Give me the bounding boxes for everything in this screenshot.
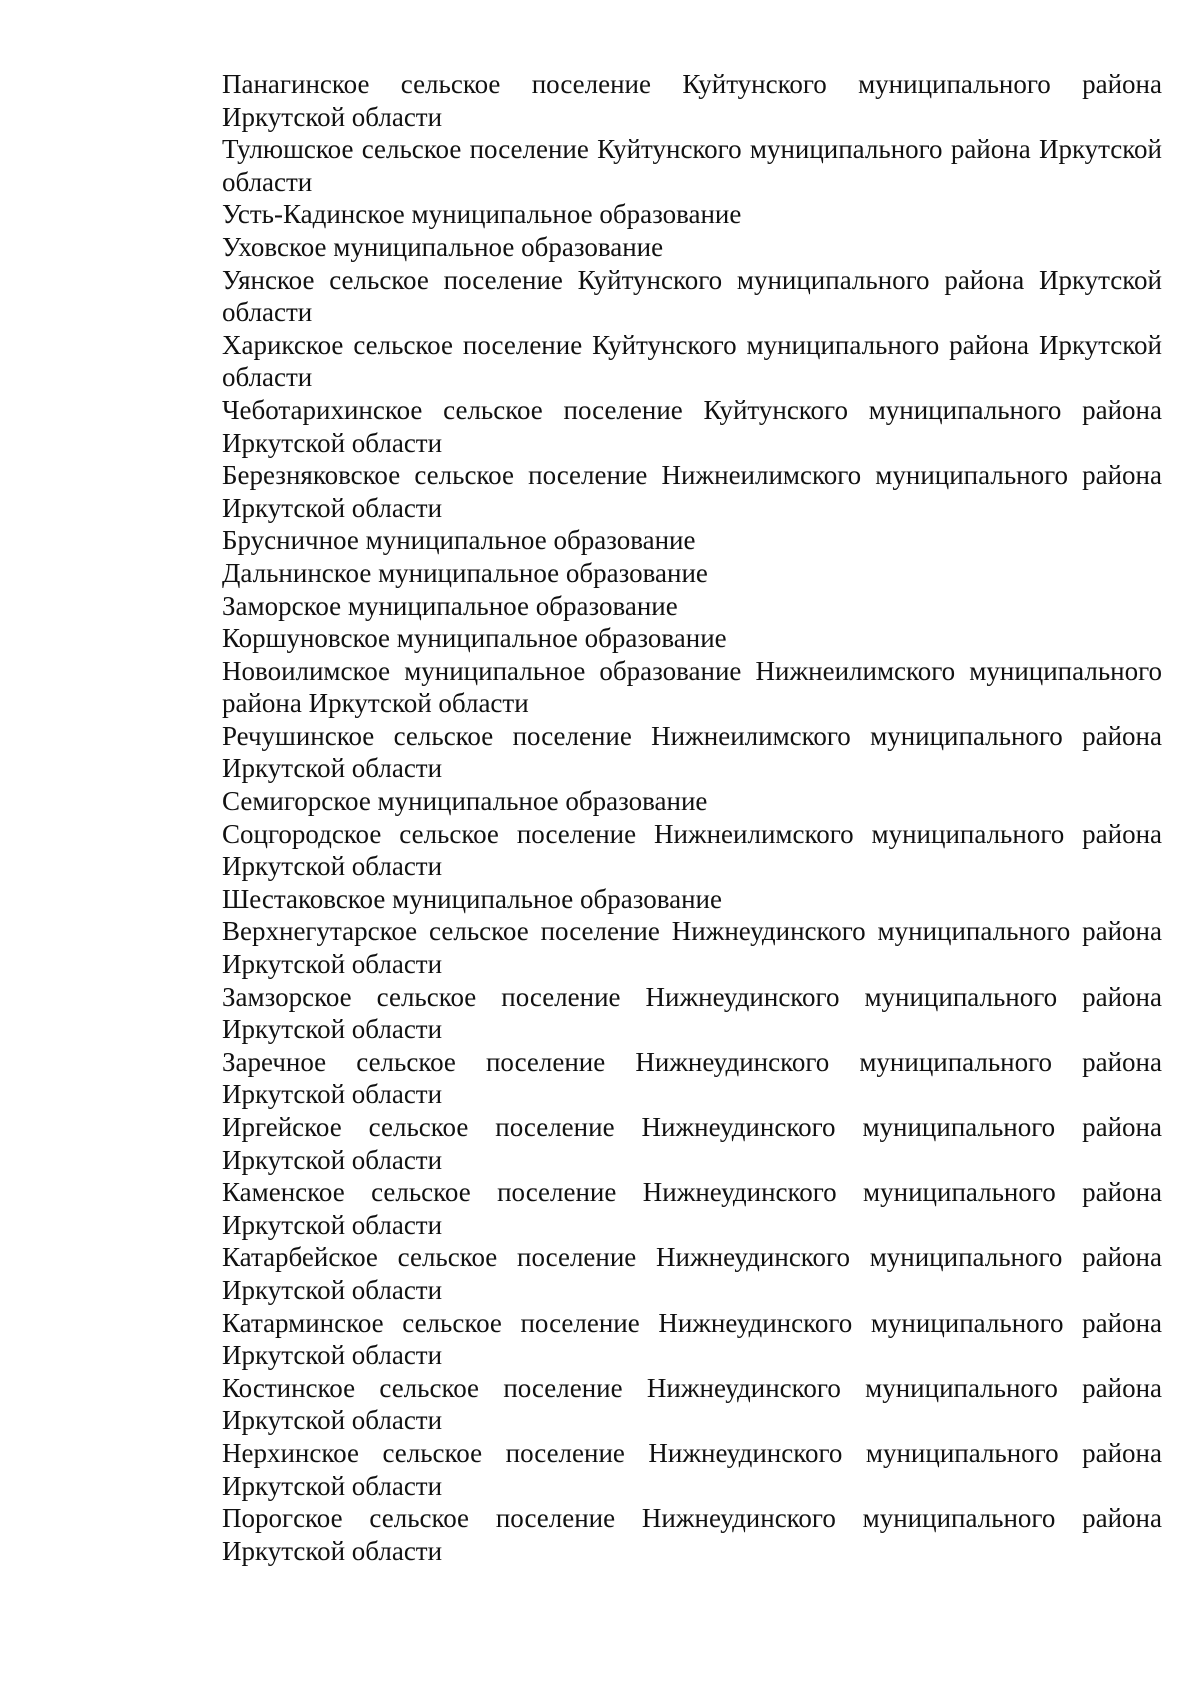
list-item: Панагинское сельское поселение Куйтунского муниципального района Иркутской области	[222, 69, 1162, 132]
list-item: Тулюшское сельское поселение Куйтунского муниципального района Иркутской области	[222, 134, 1162, 197]
list-item: Дальнинское муниципальное образование	[222, 557, 708, 588]
list-item: Усть-Кадинское муниципальное образование	[222, 199, 742, 230]
list-item: Чеботарихинское сельское поселение Куйтунского муниципального района Иркутской области	[222, 394, 1162, 458]
list-item: Харикское сельское поселение Куйтунского муниципального района Иркутской области	[222, 329, 1162, 393]
list-item: Уянское сельское поселение Куйтунского муниципального района Иркутской области	[222, 264, 1162, 328]
list-item: Катарминское сельское поселение Нижнеудинского муниципального района Иркутской области	[222, 1307, 1162, 1371]
list-item: Нерхинское сельское поселение Нижнеудинского муниципального района Иркутской области	[222, 1437, 1162, 1501]
list-item: Верхнегутарское сельское поселение Нижнеудинского муниципального района Иркутской области	[222, 916, 1162, 980]
list-item: Шестаковское муниципальное образование	[222, 883, 722, 914]
list-item: Соцгородское сельское поселение Нижнеилимского муниципального района Иркутской области	[222, 818, 1162, 882]
list-item: Брусничное муниципальное образование	[222, 525, 696, 556]
list-item: Иргейское сельское поселение Нижнеудинского муниципального района Иркутской области	[222, 1112, 1162, 1175]
list-item: Порогское сельское поселение Нижнеудинского муниципального района Иркутской области	[222, 1503, 1162, 1566]
list-item: Костинское сельское поселение Нижнеудинского муниципального района Иркутской области	[222, 1372, 1162, 1436]
municipality-list	[222, 68, 1162, 1567]
list-item: Речушинское сельское поселение Нижнеилимского муниципального района Иркутской области	[222, 720, 1162, 784]
list-item: Замзорское сельское поселение Нижнеудинского муниципального района Иркутской области	[222, 981, 1162, 1045]
list-item: Катарбейское сельское поселение Нижнеудинского муниципального района Иркутской области	[222, 1242, 1162, 1305]
list-item: Березняковское сельское поселение Нижнеилимского муниципального района Иркутской области	[222, 460, 1162, 523]
list-item: Уховское муниципальное образование	[222, 231, 664, 262]
list-item: Новоилимское муниципальное образование Нижнеилимского муниципального района Иркутской области	[222, 655, 1162, 719]
list-item: Заречное сельское поселение Нижнеудинского муниципального района Иркутской области	[222, 1046, 1162, 1110]
list-item: Заморское муниципальное образование	[222, 590, 678, 621]
list-item: Семигорское муниципальное образование	[222, 786, 708, 817]
list-item: Коршуновское муниципальное образование	[222, 623, 727, 654]
list-item: Каменское сельское поселение Нижнеудинского муниципального района Иркутской области	[222, 1177, 1162, 1240]
